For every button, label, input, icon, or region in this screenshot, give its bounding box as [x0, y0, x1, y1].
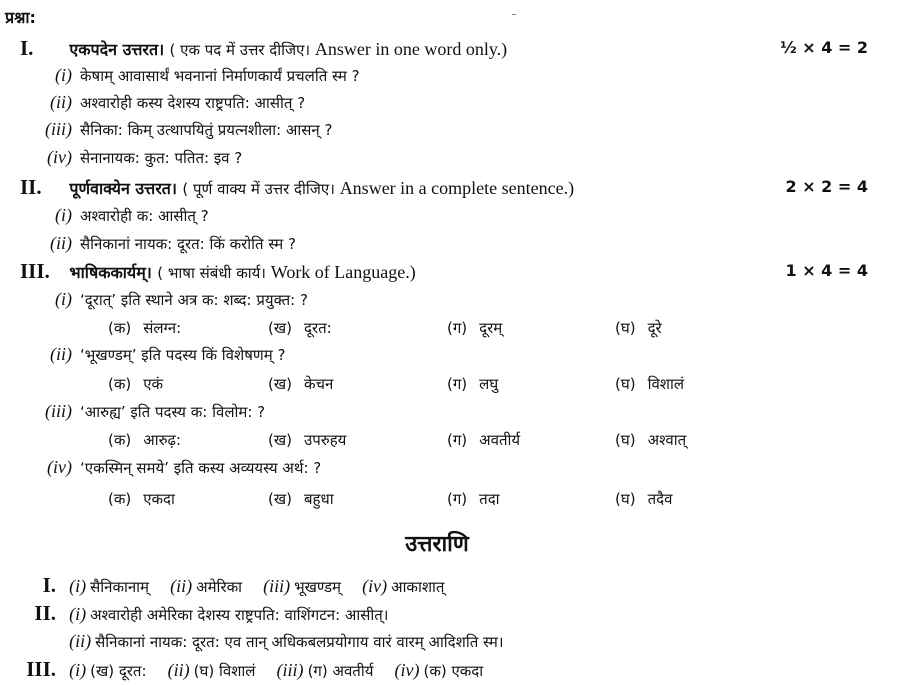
section-3-question-3: (iii) ‘आरुह्य’ इति पदस्य क: विलोम: ?	[45, 401, 266, 421]
option-gha: (घ) दूरे	[615, 319, 662, 337]
option-ka: (क) संलग्न:	[108, 319, 182, 337]
section-1-marks: ½ × 4 = 2	[780, 38, 868, 57]
section-2-question-2: (ii) सैनिकानां नायक: दूरत: किं करोति स्म ?	[50, 233, 296, 253]
section-1-question-3: (iii) सैनिका: किम् उत्थापयितुं प्रयत्नशीला: आसन् ?	[45, 119, 333, 139]
answers-title: उत्तराणि	[405, 532, 469, 557]
option-ka: (क) एकं	[108, 375, 164, 393]
section-3-note: ( भाषा संबंधी कार्य। Work of Language.)	[157, 262, 416, 282]
section-2-marks: 2 × 2 = 4	[785, 177, 868, 196]
section-3-question-4: (iv) ‘एकस्मिन् समये’ इति कस्य अव्ययस्य अर्थ: ?	[47, 457, 322, 477]
section-1-heading	[20, 36, 507, 62]
section-1-question-4: (iv) सेनानायक: कुत: पतित: इव ?	[47, 147, 243, 167]
option-ka: (क) आरुढ़:	[108, 431, 182, 449]
option-ga: (ग) लघु	[447, 375, 499, 393]
option-kha: (ख) केचन	[268, 375, 334, 393]
section-1-title: एकपदेन उत्तरत।	[69, 40, 165, 59]
section-2-numeral: II.	[20, 175, 42, 199]
option-kha: (ख) उपरुहय	[268, 431, 347, 449]
section-3-marks: 1 × 4 = 4	[785, 261, 868, 280]
questions-label: प्रश्ना:	[5, 8, 36, 27]
answer-row-3: (ii) सैनिकानां नायक: दूरत: एव तान् अधिकबलप्रयोगाय वारं वारम् आदिशति स्म।	[69, 631, 504, 651]
answer-row-4: III. (i) (ख) दूरत: (ii) (घ) विशालं (iii) (ग) अवतीर्य (iv) (क) एकदा	[26, 657, 484, 681]
section-2-note: ( पूर्ण वाक्य में उत्तर दीजिए। Answer in a complete sentence.)	[182, 178, 575, 198]
option-ka: (क) एकदा	[108, 490, 175, 508]
section-1-question-1: (i) केषाम् आवासार्थं भवनानां निर्माणकार्यं प्रचलति स्म ?	[55, 65, 360, 85]
answer-row-1: I. (i) सैनिकानाम् (ii) अमेरिका (iii) भूखण्डम् (iv) आकाशात्	[42, 573, 445, 597]
section-3-question-2: (ii) ‘भूखण्डम्’ इति पदस्य किं विशेषणम् ?	[50, 344, 286, 364]
option-kha: (ख) दूरत:	[268, 319, 332, 337]
option-ga: (ग) अवतीर्य	[447, 431, 521, 449]
section-3-question-1: (i) ‘दूरात्’ इति स्थाने अत्र क: शब्द: प्रयुक्त: ?	[55, 289, 308, 309]
option-ga: (ग) दूरम्	[447, 319, 503, 337]
section-3-heading	[20, 259, 416, 285]
section-3-numeral: III.	[20, 259, 50, 283]
option-gha: (घ) तदैव	[615, 490, 673, 508]
answer-row-2: II. (i) अश्वारोही अमेरिका देशस्य राष्ट्रपति: वाशिंगटन: आसीत्।	[34, 601, 389, 625]
section-1-numeral: I.	[20, 36, 34, 60]
section-1-question-2: (ii) अश्वारोही कस्य देशस्य राष्ट्रपति: आसीत् ?	[50, 92, 306, 112]
scan-artifact	[512, 14, 516, 15]
option-kha: (ख) बहुधा	[268, 490, 334, 508]
section-2-title: पूर्णवाक्येन उत्तरत।	[69, 179, 177, 198]
section-3-title: भाषिककार्यम्।	[69, 263, 152, 282]
section-2-heading	[20, 175, 574, 201]
section-2-question-1: (i) अश्वारोही क: आसीत् ?	[55, 205, 209, 225]
option-ga: (ग) तदा	[447, 490, 500, 508]
option-gha: (घ) विशालं	[615, 375, 685, 393]
section-1-note: ( एक पद में उत्तर दीजिए। Answer in one word only.)	[169, 39, 508, 59]
option-gha: (घ) अश्वात्	[615, 431, 687, 449]
